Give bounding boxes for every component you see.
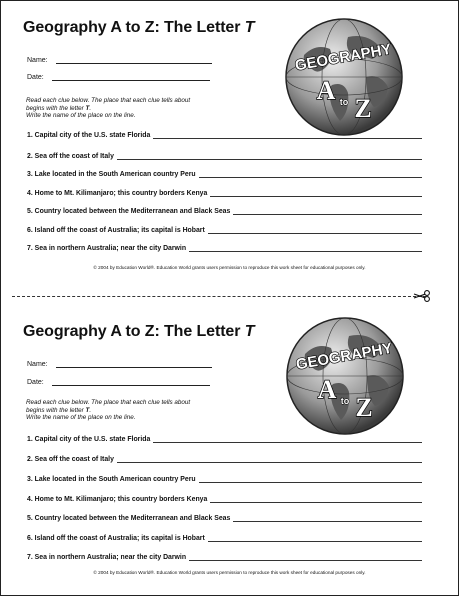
name-label: Name: bbox=[27, 57, 48, 64]
geography-a-to-z-globe-logo bbox=[283, 314, 407, 438]
date-field[interactable] bbox=[27, 72, 210, 81]
clue-3: 3. Lake located in the South American country Peru bbox=[27, 170, 422, 178]
name-field[interactable] bbox=[27, 359, 212, 368]
clue-4: 4. Home to Mt. Kilimanjaro; this country borders Kenya bbox=[27, 189, 422, 197]
name-label: Name: bbox=[27, 361, 48, 368]
copyright-notice: © 2004 by Education World®. Education World grants users permission to reproduce this work sheet for educational purposes only. bbox=[93, 265, 366, 270]
worksheet-bottom bbox=[0, 300, 459, 592]
worksheet-top bbox=[0, 0, 459, 292]
answer-line[interactable] bbox=[233, 514, 422, 522]
clue-5: 5. Country located between the Mediterranean and Black Seas bbox=[27, 514, 422, 522]
instructions: Read each clue below. The place that each clue tells about begins with the letter T. Write the name of the place on the line. bbox=[26, 399, 191, 422]
cut-line bbox=[12, 296, 426, 297]
answer-line[interactable] bbox=[233, 207, 422, 215]
clue-4: 4. Home to Mt. Kilimanjaro; this country borders Kenya bbox=[27, 495, 422, 503]
answer-line[interactable] bbox=[208, 534, 422, 542]
clue-2: 2. Sea off the coast of Italy bbox=[27, 152, 422, 160]
logo-letter-z: Z bbox=[355, 393, 373, 422]
worksheet-title: Geography A to Z: The Letter T bbox=[23, 19, 255, 36]
date-label: Date: bbox=[27, 379, 44, 386]
logo-letter-z: Z bbox=[354, 94, 372, 123]
clue-1: 1. Capital city of the U.S. state Florida bbox=[27, 131, 422, 139]
worksheet-title: Geography A to Z: The Letter T bbox=[23, 323, 255, 340]
answer-line[interactable] bbox=[208, 226, 422, 234]
answer-line[interactable] bbox=[189, 244, 422, 252]
date-line[interactable] bbox=[52, 72, 210, 81]
answer-line[interactable] bbox=[199, 170, 422, 178]
answer-line[interactable] bbox=[117, 455, 422, 463]
name-line[interactable] bbox=[56, 359, 212, 368]
clue-5: 5. Country located between the Mediterranean and Black Seas bbox=[27, 207, 422, 215]
logo-word-geography: GEOGRAPHY bbox=[293, 40, 393, 75]
answer-line[interactable] bbox=[210, 495, 422, 503]
clue-6: 6. Island off the coast of Australia; its capital is Hobart bbox=[27, 226, 422, 234]
date-field[interactable] bbox=[27, 377, 210, 386]
name-field[interactable] bbox=[27, 55, 212, 64]
logo-word-to: to bbox=[339, 97, 349, 107]
copyright-notice: © 2004 by Education World®. Education World grants users permission to reproduce this work sheet for educational purposes only. bbox=[93, 570, 366, 575]
answer-line[interactable] bbox=[199, 475, 422, 483]
logo-letter-a: A bbox=[316, 76, 336, 105]
clue-6: 6. Island off the coast of Australia; its capital is Hobart bbox=[27, 534, 422, 542]
answer-line[interactable] bbox=[189, 553, 422, 561]
clue-7: 7. Sea in northern Australia; near the city Darwin bbox=[27, 553, 422, 561]
logo-word-geography: GEOGRAPHY bbox=[294, 339, 394, 374]
name-line[interactable] bbox=[56, 55, 212, 64]
logo-word-to: to bbox=[340, 396, 350, 406]
clue-7: 7. Sea in northern Australia; near the city Darwin bbox=[27, 244, 422, 252]
clue-1: 1. Capital city of the U.S. state Florida bbox=[27, 435, 422, 443]
date-label: Date: bbox=[27, 74, 44, 81]
geography-a-to-z-globe-logo bbox=[282, 15, 406, 139]
logo-letter-a: A bbox=[317, 375, 337, 404]
instructions: Read each clue below. The place that each clue tells about begins with the letter T. Write the name of the place on the line. bbox=[26, 97, 191, 120]
clue-2: 2. Sea off the coast of Italy bbox=[27, 455, 422, 463]
answer-line[interactable] bbox=[210, 189, 422, 197]
clue-3: 3. Lake located in the South American country Peru bbox=[27, 475, 422, 483]
answer-line[interactable] bbox=[117, 152, 422, 160]
date-line[interactable] bbox=[52, 377, 210, 386]
